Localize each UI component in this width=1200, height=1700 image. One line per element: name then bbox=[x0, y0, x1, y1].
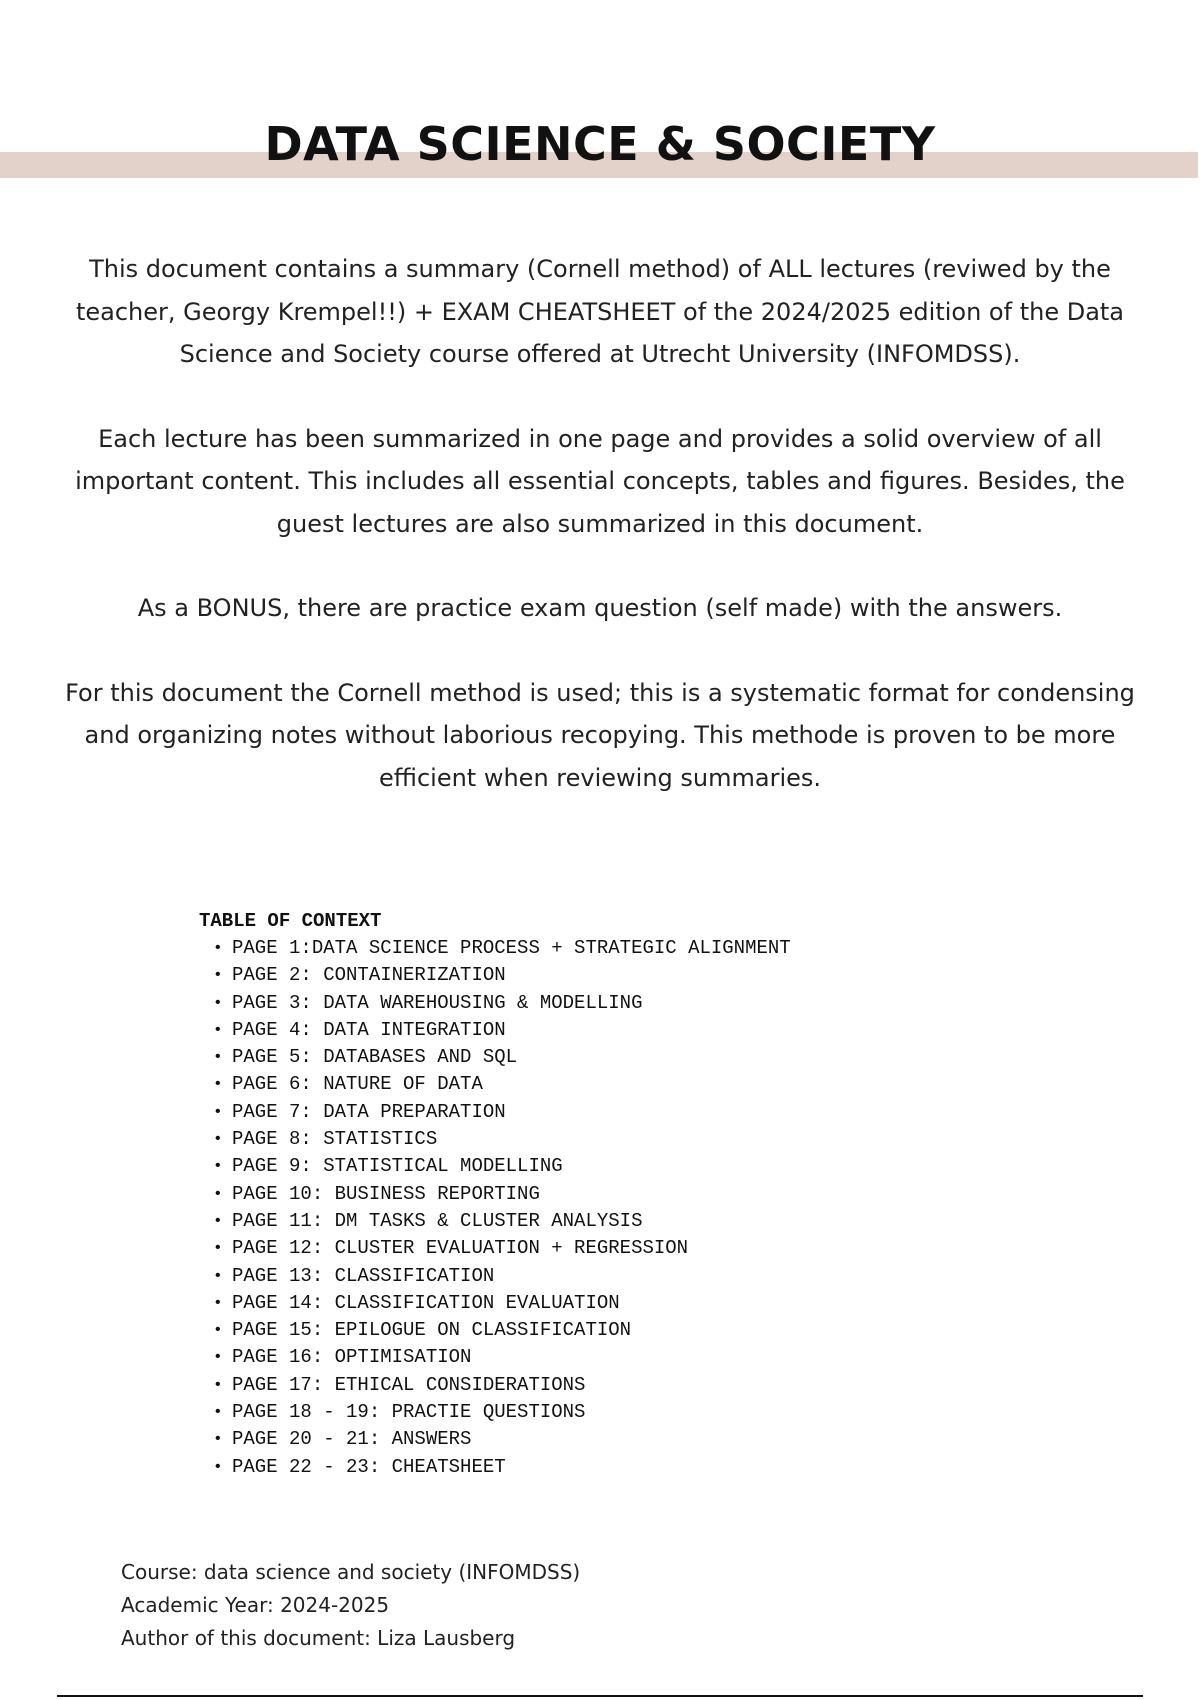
toc-item: • PAGE 17: ETHICAL CONSIDERATIONS bbox=[199, 1372, 791, 1399]
author-line: Author of this document: Liza Lausberg bbox=[121, 1626, 516, 1650]
toc-item: • PAGE 22 - 23: CHEATSHEET bbox=[199, 1454, 791, 1481]
toc-item: • PAGE 11: DM TASKS & CLUSTER ANALYSIS bbox=[199, 1208, 791, 1235]
course-line: Course: data science and society (INFOMDSS) bbox=[121, 1560, 581, 1584]
toc-item: • PAGE 15: EPILOGUE ON CLASSIFICATION bbox=[199, 1317, 791, 1344]
intro-section bbox=[60, 248, 1140, 841]
intro-paragraph: Each lecture has been summarized in one page and provides a solid overview of all important content. This includes all essential concepts, tables and figures. Besides, the guest lectures are also summarized in this document. bbox=[75, 424, 1125, 538]
academic-year-line: Academic Year: 2024-2025 bbox=[121, 1593, 390, 1617]
toc-item: • PAGE 18 - 19: PRACTIE QUESTIONS bbox=[199, 1399, 791, 1426]
toc-item: • PAGE 10: BUSINESS REPORTING bbox=[199, 1181, 791, 1208]
intro-paragraph: This document contains a summary (Cornell method) of ALL lectures (reviwed by the teacher, Georgy Krempel!!) + EXAM CHEATSHEET of the 2024/2025 edition of the Data Science and Society course offered at Utrecht University (INFOMDSS). bbox=[75, 255, 1125, 368]
toc-item: • PAGE 3: DATA WAREHOUSING & MODELLING bbox=[199, 990, 791, 1017]
toc-heading: TABLE OF CONTEXT bbox=[199, 910, 382, 932]
toc-list bbox=[199, 935, 791, 1481]
document-meta bbox=[121, 1556, 580, 1655]
page-title: DATA SCIENCE & SOCIETY bbox=[264, 117, 936, 171]
toc-item: • PAGE 2: CONTAINERIZATION bbox=[199, 962, 791, 989]
toc-item: • PAGE 14: CLASSIFICATION EVALUATION bbox=[199, 1290, 791, 1317]
toc-item: • PAGE 12: CLUSTER EVALUATION + REGRESSION bbox=[199, 1235, 791, 1262]
bottom-divider bbox=[57, 1695, 1143, 1697]
toc-item: • PAGE 8: STATISTICS bbox=[199, 1126, 791, 1153]
toc-item: • PAGE 13: CLASSIFICATION bbox=[199, 1263, 791, 1290]
toc-item: • PAGE 1:DATA SCIENCE PROCESS + STRATEGIC ALIGNMENT bbox=[199, 935, 791, 962]
toc-item: • PAGE 9: STATISTICAL MODELLING bbox=[199, 1153, 791, 1180]
toc-item: • PAGE 4: DATA INTEGRATION bbox=[199, 1017, 791, 1044]
toc-item: • PAGE 5: DATABASES AND SQL bbox=[199, 1044, 791, 1071]
intro-paragraph: As a BONUS, there are practice exam question (self made) with the answers. bbox=[137, 594, 1063, 622]
toc-item: • PAGE 20 - 21: ANSWERS bbox=[199, 1426, 791, 1453]
table-of-contents bbox=[199, 908, 791, 1481]
toc-item: • PAGE 6: NATURE OF DATA bbox=[199, 1071, 791, 1098]
toc-item: • PAGE 7: DATA PREPARATION bbox=[199, 1099, 791, 1126]
intro-paragraph: For this document the Cornell method is used; this is a systematic format for condensing and organizing notes without laborious recopying. This methode is proven to be more efficient when reviewing summaries. bbox=[65, 678, 1135, 792]
toc-item: • PAGE 16: OPTIMISATION bbox=[199, 1344, 791, 1371]
